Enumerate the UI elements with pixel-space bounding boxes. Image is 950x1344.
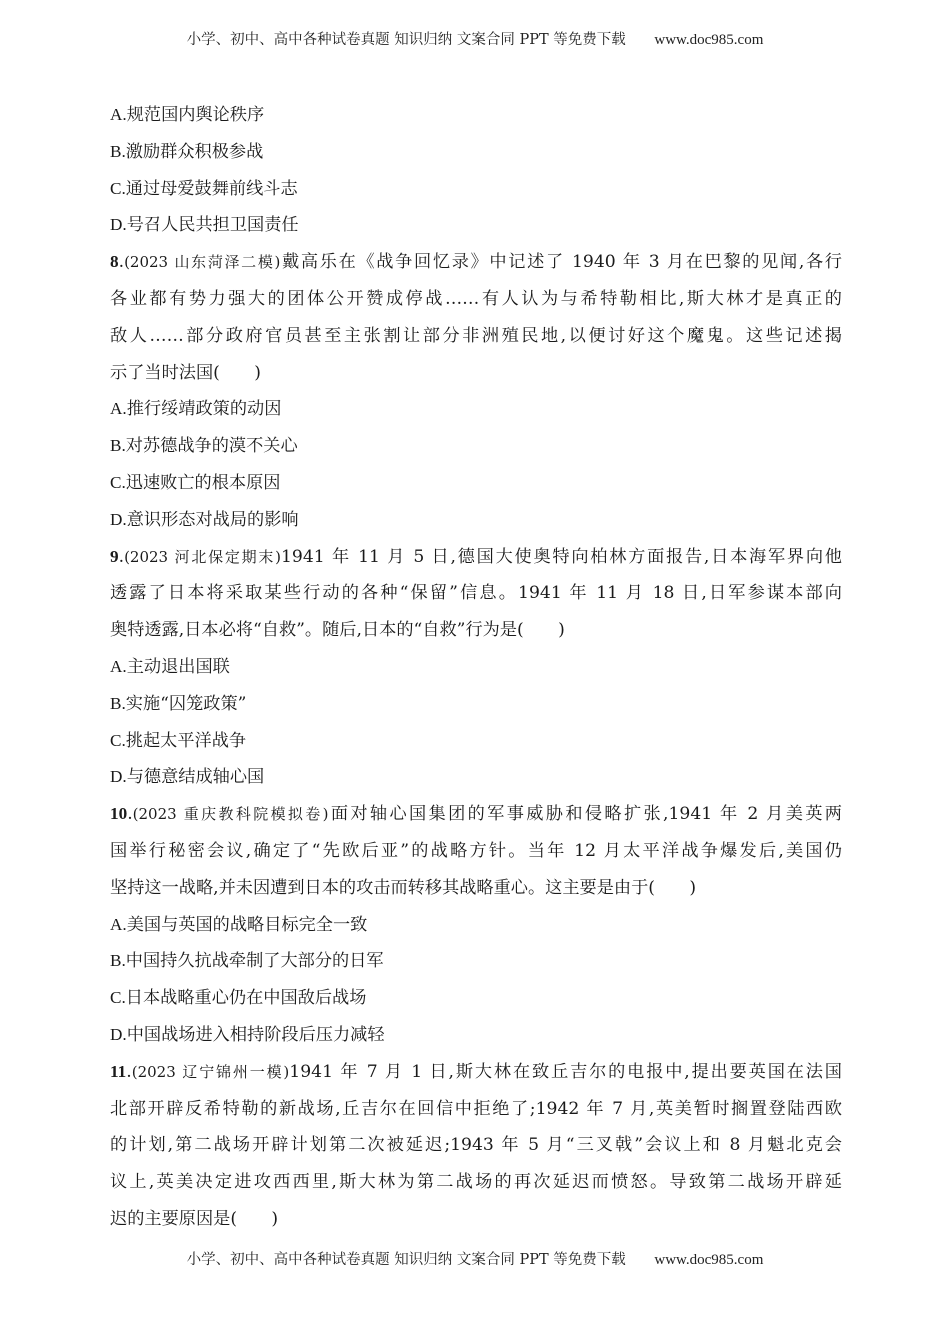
question-number: 8 — [110, 252, 119, 272]
option-c: C.通过母爱鼓舞前线斗志 — [110, 178, 298, 199]
option-b: B.实施“囚笼政策” — [110, 693, 247, 714]
option-a: A.主动退出国联 — [110, 656, 230, 677]
option-b: B.对苏德战争的漠不关心 — [110, 436, 298, 457]
question-stem-line: 各业都有势力强大的团体公开赞成停战……有人认为与希特勒相比,斯大林才是真正的 — [110, 288, 842, 309]
question-stem-line: 迟的主要原因是( ) — [110, 1208, 279, 1229]
page-header — [0, 28, 950, 49]
option-b: B.中国持久抗战牵制了大部分的日军 — [110, 951, 384, 972]
option-d: D.与德意结成轴心国 — [110, 767, 265, 788]
question-number: 11 — [110, 1061, 127, 1081]
question-source: (2023 河北保定期末) — [124, 547, 281, 566]
header-url[interactable]: www.doc985.com — [654, 32, 764, 48]
question-11 — [110, 1058, 842, 1242]
option-c: C.迅速败亡的根本原因 — [110, 472, 281, 493]
option-b: B.激励群众积极参战 — [110, 141, 264, 162]
question-source: (2023 山东菏泽二模) — [124, 253, 281, 272]
question-9 — [110, 543, 842, 801]
header-text: 小学、初中、高中各种试卷真题 知识归纳 文案合同 PPT 等免费下载 — [186, 32, 626, 48]
option-a: A.规范国内舆论秩序 — [110, 105, 265, 125]
question-number: 9 — [110, 546, 119, 566]
question-10 — [110, 800, 842, 1058]
question-stem-line: 议上,英美决定进攻西西里,斯大林为第二战场的再次延迟而愤怒。导致第二战场开辟延 — [110, 1172, 842, 1193]
option-c: C.日本战略重心仍在中国敌后战场 — [110, 988, 367, 1009]
question-source: (2023 重庆教科院模拟卷) — [132, 805, 329, 824]
footer-text: 小学、初中、高中各种试卷真题 知识归纳 文案合同 PPT 等免费下载 — [186, 1252, 626, 1268]
question-stem-line: 示了当时法国( ) — [110, 362, 261, 383]
option-c: C.挑起太平洋战争 — [110, 730, 247, 751]
question-number: 10 — [110, 804, 128, 824]
option-d: D.意识形态对战局的影响 — [110, 509, 299, 530]
prev-question-options — [110, 101, 842, 248]
footer-url[interactable]: www.doc985.com — [654, 1252, 764, 1268]
page-footer — [0, 1248, 950, 1269]
question-stem-line: 奥特透露,日本必将“自救”。随后,日本的“自救”行为是( ) — [110, 620, 565, 641]
option-a: A.美国与英国的战略目标完全一致 — [110, 914, 368, 935]
question-stem-line: 坚持这一战略,并未因遭到日本的攻击而转移其战略重心。这主要是由于( ) — [110, 877, 697, 898]
question-8 — [110, 248, 842, 542]
question-stem-line: 敌人……部分政府官员甚至主张割让部分非洲殖民地,以便讨好这个魔鬼。这些记述揭 — [110, 325, 842, 346]
question-stem-line: 北部开辟反希特勒的新战场,丘吉尔在回信中拒绝了;1942 年 7 月,英美暂时搁置登陆西欧 — [110, 1098, 842, 1119]
question-stem-line: 国举行秘密会议,确定了“先欧后亚”的战略方针。当年 12 月太平洋战争爆发后,美国仍 — [110, 840, 842, 861]
question-source: (2023 辽宁锦州一模) — [131, 1062, 290, 1081]
question-stem-line: 11.(2023 辽宁锦州一模)1941 年 7 月 1 日,斯大林在致丘吉尔的电报中,提出要英国在法国 — [110, 1061, 842, 1082]
option-d: D.号召人民共担卫国责任 — [110, 215, 299, 236]
question-stem-line: 8.(2023 山东菏泽二模)戴高乐在《战争回忆录》中记述了 1940 年 3 月在巴黎的见闻,各行 — [110, 252, 842, 273]
question-stem-line: 9.(2023 河北保定期末)1941 年 11 月 5 日,德国大使奥特向柏林方面报告,日本海军界向他 — [110, 546, 842, 567]
question-stem-line: 的计划,第二战场开辟计划第二次被延迟;1943 年 5 月“三叉戟”会议上和 8 月魁北克会 — [110, 1135, 842, 1156]
question-stem-line: 透露了日本将采取某些行动的各种“保留”信息。1941 年 11 月 18 日,日军参谋本部向 — [110, 583, 842, 604]
option-a: A.推行绥靖政策的动因 — [110, 399, 282, 420]
question-stem-line: 10.(2023 重庆教科院模拟卷)面对轴心国集团的军事威胁和侵略扩张,1941 年 2 月美英两 — [110, 804, 842, 825]
page-content — [110, 101, 842, 1242]
option-d: D.中国战场进入相持阶段后压力减轻 — [110, 1024, 385, 1045]
